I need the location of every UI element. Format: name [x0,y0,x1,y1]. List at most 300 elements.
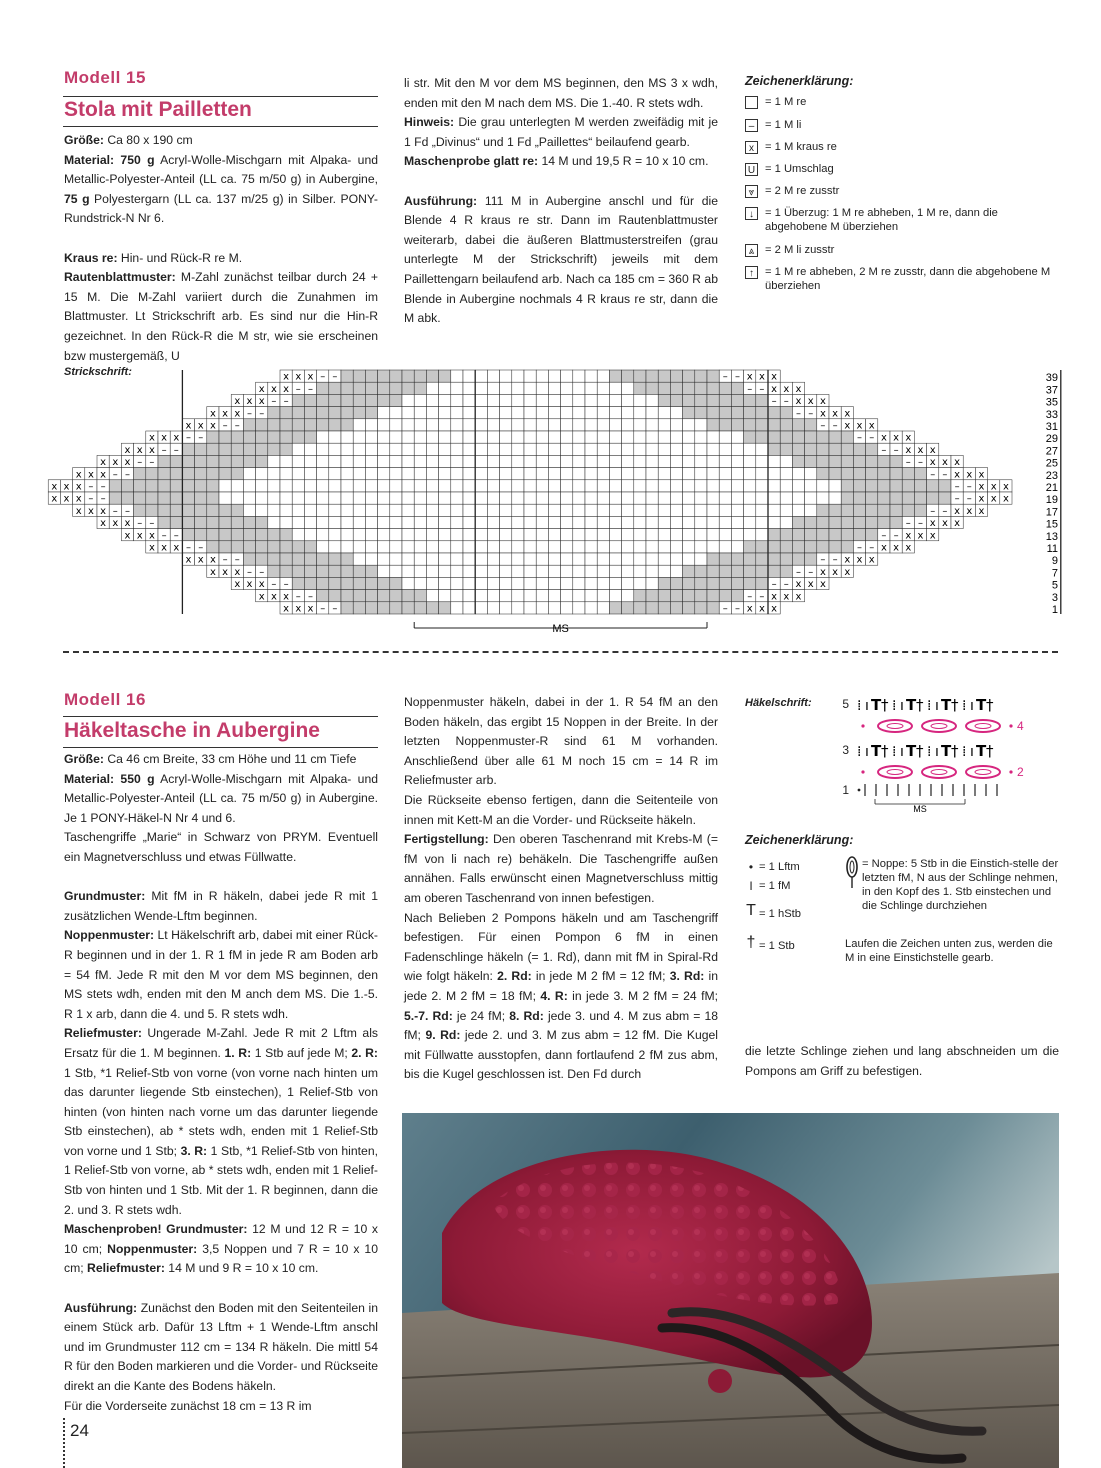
chart-cell [707,529,719,541]
chart-cell [170,516,182,528]
chart-cell [524,431,536,443]
chart-cell [622,407,634,419]
chart-cell [707,553,719,565]
chart-symbol: – [320,371,326,383]
chart-cell [207,480,219,492]
chart-cell [439,541,451,553]
chart-symbol: x [844,408,851,420]
chart-cell [268,455,280,467]
chart-cell [304,565,316,577]
chart-cell [524,480,536,492]
chart-cell [768,419,780,431]
chart-symbol: x [929,457,936,469]
chart-cell [573,492,585,504]
chart-cell [451,577,463,589]
text-run: 12 M und 12 R = 10 x 10 cm; [64,1222,379,1256]
bold-term: Material: 750 g [64,152,155,167]
chart-cell [353,577,365,589]
chart-cell [414,577,426,589]
stitch-symbol: ı [900,698,904,714]
chart-cell [207,541,219,553]
chart-cell [658,468,670,480]
chart-cell [512,541,524,553]
chart-cell [597,492,609,504]
crochet-bag-photo [402,1113,1059,1468]
chart-symbol: x [100,457,107,469]
chart-cell [414,480,426,492]
chart-cell [683,394,695,406]
noppe-shape [878,766,912,778]
chart-cell [609,455,621,467]
chart-symbol: x [844,554,851,566]
chart-symbol: x [771,383,778,395]
paragraph [64,828,378,867]
chart-cell [500,455,512,467]
chart-cell [231,492,243,504]
chart-cell [475,602,487,614]
chart-cell [390,419,402,431]
chart-symbol: x [917,530,924,542]
chart-cell [805,480,817,492]
text-run: Nach Belieben 2 Pompons häkeln und am Taschengriff befestigen. Für einen Pompon 6 fM in einen Fadenschlinge häkeln (= 1. Rd), dann mit fM in Spiral-Rd wie folgt häkeln: [404,910,718,984]
chain-dot [861,724,864,727]
chart-cell [426,382,438,394]
chart-symbol: – [905,518,911,530]
stitch-symbol: T [976,696,987,714]
chart-cell [695,419,707,431]
chain-dot [858,789,861,792]
chart-cell [451,516,463,528]
chart-cell [256,553,268,565]
chart-cell [317,565,329,577]
chart-cell [219,504,231,516]
chart-cell [597,516,609,528]
chart-cell [634,443,646,455]
chart-symbol: x [100,505,107,517]
chart-cell [292,516,304,528]
text-run: Mit fM in R häkeln, dabei jede R mit 1 zusätzlichen Wende-Lftm beginnen. [64,889,378,923]
chart-cell [792,455,804,467]
chart-cell [280,419,292,431]
chart-cell [683,407,695,419]
chart-cell [622,529,634,541]
chart-cell [365,419,377,431]
chart-cell [585,419,597,431]
legend-text: = 1 M re abheben, 2 M re zusstr, dann die abgehobene M überziehen [765,266,1051,292]
chart-cell [439,529,451,541]
chart-cell [707,541,719,553]
chart-cell [695,480,707,492]
chart-cell [670,431,682,443]
chart-cell [914,492,926,504]
chart-cell [853,455,865,467]
chart-symbol: – [198,432,204,444]
knitting-chart [30,366,1070,636]
chart-cell [487,394,499,406]
chart-cell [658,565,670,577]
chart-cell [463,480,475,492]
chart-cell [402,565,414,577]
chart-cell [402,382,414,394]
chart-symbol: x [234,566,241,578]
chart-cell [341,553,353,565]
chart-cell [512,565,524,577]
chart-cell [536,468,548,480]
chart-cell [378,492,390,504]
chart-cell [524,602,536,614]
column-3-text: die letzte Schlinge ziehen und lang abschneiden um die Pompons am Griff zu befestigen. [745,1044,1059,1078]
stitch-symbol: ı [935,698,939,714]
chart-cell [390,443,402,455]
chart-cell [622,565,634,577]
modell-15-column-2 [404,74,718,329]
chart-cell [695,431,707,443]
chart-cell [158,516,170,528]
chart-cell [634,516,646,528]
chart-symbol: – [161,444,167,456]
chart-cell [622,455,634,467]
chart-cell [646,431,658,443]
chart-symbol: – [149,457,155,469]
chart-cell [231,480,243,492]
chart-cell [707,455,719,467]
chart-cell [268,407,280,419]
chart-cell [512,455,524,467]
chart-cell [329,504,341,516]
bold-term: Noppenmuster: [107,1241,198,1256]
chart-symbol: x [307,603,314,615]
modell-16-column-3 [745,1042,1059,1081]
chart-symbol: x [209,554,216,566]
chart-cell [426,504,438,516]
chart-cell [463,431,475,443]
modell-16-column-2 [404,693,718,1085]
chart-cell [426,602,438,614]
chart-cell [597,553,609,565]
chart-cell [292,492,304,504]
chart-symbol: x [905,530,912,542]
chart-cell [670,541,682,553]
chart-cell [634,407,646,419]
chart-cell [500,431,512,443]
chart-cell [475,529,487,541]
chart-cell [658,419,670,431]
chart-cell [622,492,634,504]
chart-cell [768,529,780,541]
legend-title-16: Zeichenerklärung: [745,833,854,847]
chart-cell [146,504,158,516]
chart-symbol: – [747,383,753,395]
text-run: in jede M 2 fM = 12 fM; [531,969,670,984]
stitch-symbol: ı [865,698,869,714]
noppe-icon [844,855,860,889]
chart-cell [878,455,890,467]
chart-cell [731,455,743,467]
chart-cell [341,455,353,467]
chart-cell [451,419,463,431]
chart-symbol: x [941,457,948,469]
chart-cell [585,455,597,467]
chart-cell [500,394,512,406]
chart-cell [195,468,207,480]
chart-cell [719,419,731,431]
legend-text: = 2 M li zusstr [765,244,835,256]
chart-cell [329,407,341,419]
chart-symbol: x [148,530,155,542]
stitch-symbol: † [986,696,994,714]
chart-cell [744,468,756,480]
legend-symbol-icon: † [746,934,756,951]
chart-cell [585,553,597,565]
chart-cell [439,565,451,577]
chart-cell [658,492,670,504]
chart-symbol: x [270,383,277,395]
chart-cell [792,541,804,553]
chart-cell [134,492,146,504]
chart-symbol: – [88,493,94,505]
chart-cell [561,468,573,480]
chart-cell [561,407,573,419]
chart-cell [475,516,487,528]
paragraph [64,1299,378,1397]
noppe-shape [878,720,912,732]
chart-cell [731,431,743,443]
chart-cell [378,516,390,528]
chart-cell [853,468,865,480]
chart-cell [609,602,621,614]
chart-cell [634,541,646,553]
chart-cell [402,602,414,614]
noppe-shape [931,724,947,729]
chart-cell [707,516,719,528]
chart-cell [390,590,402,602]
stitch-symbol: † [881,742,889,760]
stitch-symbol: ⁞ [927,698,932,714]
chart-symbol: – [783,579,789,591]
chart-cell [231,443,243,455]
chart-cell [353,468,365,480]
chart-cell [414,565,426,577]
paragraph [64,887,378,926]
chart-cell [609,407,621,419]
chart-cell [353,590,365,602]
text-run: Den oberen Taschenrand mit Krebs-M (= fM von li nach re) behäkeln. Die Taschengriffe außen annähen. Falls erwünscht einen Magnetverschluss mittig am oberen Taschenrand von innen befestigen. [404,832,718,905]
chart-cell [304,455,316,467]
chart-cell [256,541,268,553]
chart-cell [622,431,634,443]
chart-cell [353,443,365,455]
chart-cell [292,480,304,492]
chart-cell [756,565,768,577]
chart-cell [524,443,536,455]
chart-cell [292,553,304,565]
chart-cell [512,590,524,602]
chart-symbol: – [271,396,277,408]
chart-cell [292,565,304,577]
chart-cell [512,468,524,480]
stitch-symbol: ⁞ [857,698,862,714]
chart-symbol: – [722,603,728,615]
chart-cell [390,529,402,541]
chart-cell [646,407,658,419]
chart-cell [609,577,621,589]
chart-cell [170,455,182,467]
chart-symbol: x [819,579,826,591]
paragraph [64,131,378,151]
chart-cell [439,431,451,443]
chart-cell [817,492,829,504]
stitch-symbol: † [916,696,924,714]
chart-cell [914,468,926,480]
legend-symbol-icon: ↑ [745,266,758,279]
chart-cell [536,431,548,443]
chart-cell [451,492,463,504]
chart-cell [634,394,646,406]
chart-cell [182,455,194,467]
chart-cell [195,516,207,528]
legend-symbol-icon: I [749,879,753,893]
chart-cell [756,541,768,553]
chart-cell [426,480,438,492]
chart-cell [646,419,658,431]
row-number: 5 [1051,579,1058,592]
chart-cell [500,516,512,528]
chart-cell [646,394,658,406]
chart-cell [487,419,499,431]
chart-cell [634,431,646,443]
chart-cell [524,504,536,516]
bold-term: 2. Rd: [497,969,532,984]
legend-text: = 1 M kraus re [765,141,837,153]
chart-cell [463,443,475,455]
chart-cell [390,394,402,406]
row-number: 25 [1045,457,1058,470]
stitch-symbol: ı [970,698,974,714]
chart-cell [390,468,402,480]
chart-cell [231,431,243,443]
chart-cell [231,541,243,553]
chart-cell [500,553,512,565]
chart-cell [341,577,353,589]
chart-cell [536,419,548,431]
chart-symbol: x [783,591,790,603]
chart-cell [670,590,682,602]
chart-cell [268,431,280,443]
chart-cell [329,431,341,443]
chart-cell [658,529,670,541]
chart-cell [524,541,536,553]
chart-cell [622,504,634,516]
chart-cell [536,443,548,455]
chart-cell [268,443,280,455]
chart-cell [719,382,731,394]
chart-cell [634,419,646,431]
chart-cell [439,370,451,382]
chart-cell [817,480,829,492]
chart-symbol: x [990,493,997,505]
chart-cell [292,541,304,553]
chart-cell [475,541,487,553]
chart-cell [512,480,524,492]
chain-dot [861,770,864,773]
chart-symbol: – [893,530,899,542]
chart-cell [390,565,402,577]
chart-cell [414,370,426,382]
chart-cell [280,565,292,577]
chart-symbol: x [954,457,961,469]
noppe-shape [975,724,991,729]
legend-symbol-icon: ⩔ [745,185,758,198]
chart-cell [402,480,414,492]
row-number: 21 [1045,482,1058,494]
chart-cell [719,504,731,516]
stitch-symbol: T [941,696,952,714]
chart-cell [170,468,182,480]
bold-term: Ausführung: [64,1300,138,1315]
chart-cell [256,516,268,528]
chart-cell [634,553,646,565]
text-run: Polyestergarn (LL ca. 137 m/25 g) in Silber. PONY-Rundstrick-N Nr 6. [64,191,378,226]
chart-cell [707,431,719,443]
chart-symbol: x [1002,481,1009,493]
paragraph [64,770,378,829]
chart-cell [683,602,695,614]
chart-cell [365,529,377,541]
chart-cell [390,553,402,565]
chart-cell [707,468,719,480]
chart-cell [500,480,512,492]
chart-cell [304,394,316,406]
chart-cell [707,504,719,516]
chart-cell [805,468,817,480]
chart-cell [695,382,707,394]
chart-cell [853,492,865,504]
chart-cell [524,407,536,419]
chart-cell [426,419,438,431]
chart-cell [585,492,597,504]
stitch-symbol: T [976,742,987,760]
chart-cell [378,443,390,455]
chart-cell [548,419,560,431]
chart-cell [158,480,170,492]
chart-cell [524,455,536,467]
chart-cell [487,492,499,504]
chart-cell [768,407,780,419]
chart-cell [573,407,585,419]
chart-cell [426,370,438,382]
title-rule-top-16 [63,716,378,717]
chart-symbol: – [271,579,277,591]
chart-cell [524,382,536,394]
stitch-symbol: † [916,742,924,760]
chart-cell [329,577,341,589]
chart-cell [414,455,426,467]
chart-cell [902,504,914,516]
chart-symbol: – [112,469,118,481]
chart-cell [597,602,609,614]
chart-cell [609,516,621,528]
chart-cell [475,553,487,565]
chart-cell [695,529,707,541]
chart-cell [866,455,878,467]
chart-cell [243,431,255,443]
chart-cell [292,431,304,443]
chart-cell [744,577,756,589]
chart-cell [317,407,329,419]
chart-symbol: – [893,444,899,456]
noppe-shape [975,770,991,775]
chart-cell [439,504,451,516]
